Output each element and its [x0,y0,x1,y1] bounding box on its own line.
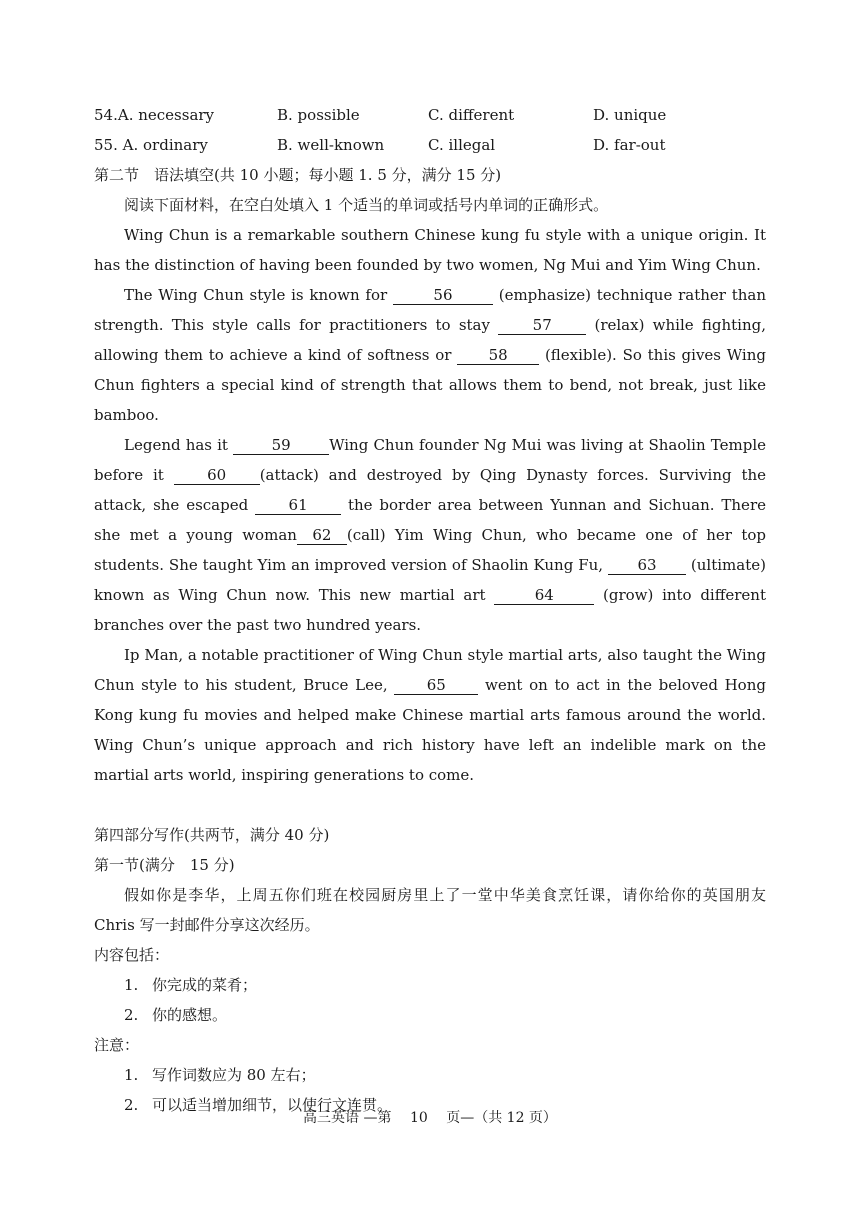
blank-57[interactable]: 57 [498,317,586,335]
blank-64[interactable]: 64 [494,587,594,605]
content-item: 1. 你完成的菜肴； [124,976,258,994]
page-footer: 高三英语 —第 10 页—（共 12 页） [303,1110,557,1126]
blank-56[interactable]: 56 [393,287,493,305]
section-2-instruction: 阅读下面材料，在空白处填入 1 个适当的单词或括号内单词的正确形式。 [124,196,609,214]
passage-paragraph-2: The Wing Chun style is known for 56 (emphasize) technique rather than strength. This style calls for practitioners to stay 57 (relax) while fighting, allowing them to achieve a kind of softness or 58 (flexible). So this gives Wing Chun fighters a special kind of strength that allows them to bend, not break, just like bamboo. [94,286,766,424]
passage-paragraph-4: Ip Man, a notable practitioner of Wing Chun style martial arts, also taught the Wing Chun style to his student, Bruce Lee, 65 went on to act in the beloved Hong Kong kung fu movies and helped make Chinese martial arts famous around the world. Wing Chun’s unique approach and rich history have left an indelible mark on the martial arts world, inspiring generations to come. [94,646,766,784]
option-54-a: 54.A. necessary [94,106,215,124]
option-55-c: C. illegal [428,136,496,154]
option-54-d: D. unique [593,106,667,124]
blank-65[interactable]: 65 [394,677,478,695]
note-item: 1. 写作词数应为 80 左右； [124,1066,316,1084]
passage-paragraph-1: Wing Chun is a remarkable southern Chinese kung fu style with a unique origin. It has the distinction of having been founded by two women, Ng Mui and Yim Wing Chun. [94,226,766,274]
content-item: 2. 你的感想。 [124,1006,228,1024]
writing-task: 假如你是李华，上周五你们班在校园厨房里上了一堂中华美食烹饪课，请你给你的英国朋友 Chris 写一封邮件分享这次经历。 [94,886,766,934]
content-label: 内容包括： [94,946,170,964]
blank-59[interactable]: 59 [233,437,329,455]
option-55-b: B. well-known [277,136,385,154]
question-55-options [94,130,766,160]
part-4-section-1-title: 第一节(满分 15 分) [94,856,235,874]
notes-label: 注意： [94,1036,140,1054]
blank-61[interactable]: 61 [255,497,341,515]
option-55-d: D. far-out [593,136,666,154]
question-54-options [94,100,766,130]
option-55-a: 55. A. ordinary [94,136,208,154]
blank-58[interactable]: 58 [457,347,539,365]
blank-62[interactable]: 62 [297,527,347,545]
passage-paragraph-3: Legend has it 59 Wing Chun founder Ng Mui was living at Shaolin Temple before it 60 (attack) and destroyed by Qing Dynasty forces. Surviving the attack, she escaped 61 the border area between Yunnan and Sichuan. There she met a young woman 62 (call) Yim Wing Chun, who became one of her top students. She taught Yim an improved version of Shaolin Kung Fu, 63 (ultimate) known as Wing Chun now. This new martial art 64 (grow) into different branches over the past two hundred years. [94,436,767,634]
part-4-title: 第四部分写作(共两节，满分 40 分) [94,826,330,844]
exam-page [94,100,766,1120]
option-54-b: B. possible [277,106,360,124]
blank-60[interactable]: 60 [174,467,260,485]
blank-63[interactable]: 63 [608,557,686,575]
option-54-c: C. different [428,106,515,124]
note-item: 2. 可以适当增加细节，以使行文连贯。 [124,1096,393,1114]
section-2-title: 第二节 语法填空(共 10 小题；每小题 1. 5 分，满分 15 分) [94,166,502,184]
